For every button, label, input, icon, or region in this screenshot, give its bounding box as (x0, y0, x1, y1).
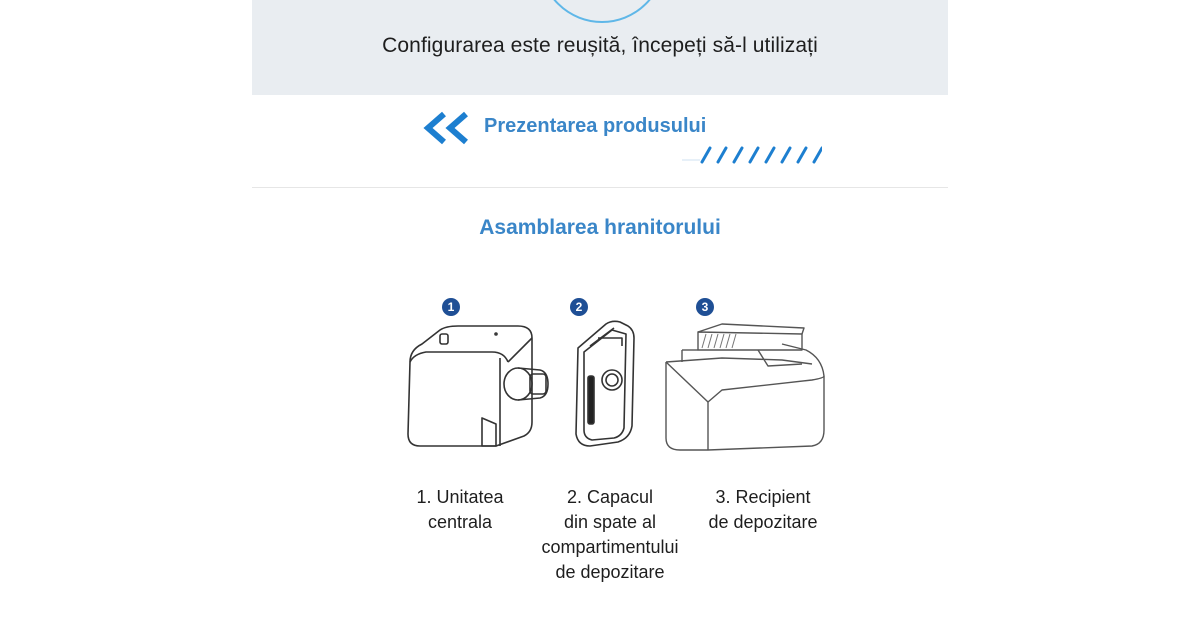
part-1-caption: 1. Unitatea centrala (416, 487, 504, 532)
double-chevron-left-icon (420, 108, 476, 148)
section-divider (252, 187, 948, 188)
part-2-caption: 2. Capacul din spate al compartimentului de depozitare (541, 487, 679, 582)
part-3-caption: 3. Recipient de depozitare (708, 487, 818, 532)
decorative-stripes-icon (682, 142, 822, 166)
back-cover-illustration (568, 318, 648, 450)
part-2-badge: 2 (570, 298, 588, 316)
section-header (420, 108, 820, 172)
success-message: Configurarea este reușită, începeți să-l utilizați (382, 34, 818, 57)
section-title: Prezentarea produsului (484, 115, 707, 137)
part-1-badge: 1 (442, 298, 460, 316)
assembly-title: Asamblarea hranitorului (479, 216, 721, 239)
central-unit-illustration (400, 322, 560, 452)
part-3-badge: 3 (696, 298, 714, 316)
storage-container-illustration (662, 320, 832, 456)
success-banner (252, 0, 948, 95)
